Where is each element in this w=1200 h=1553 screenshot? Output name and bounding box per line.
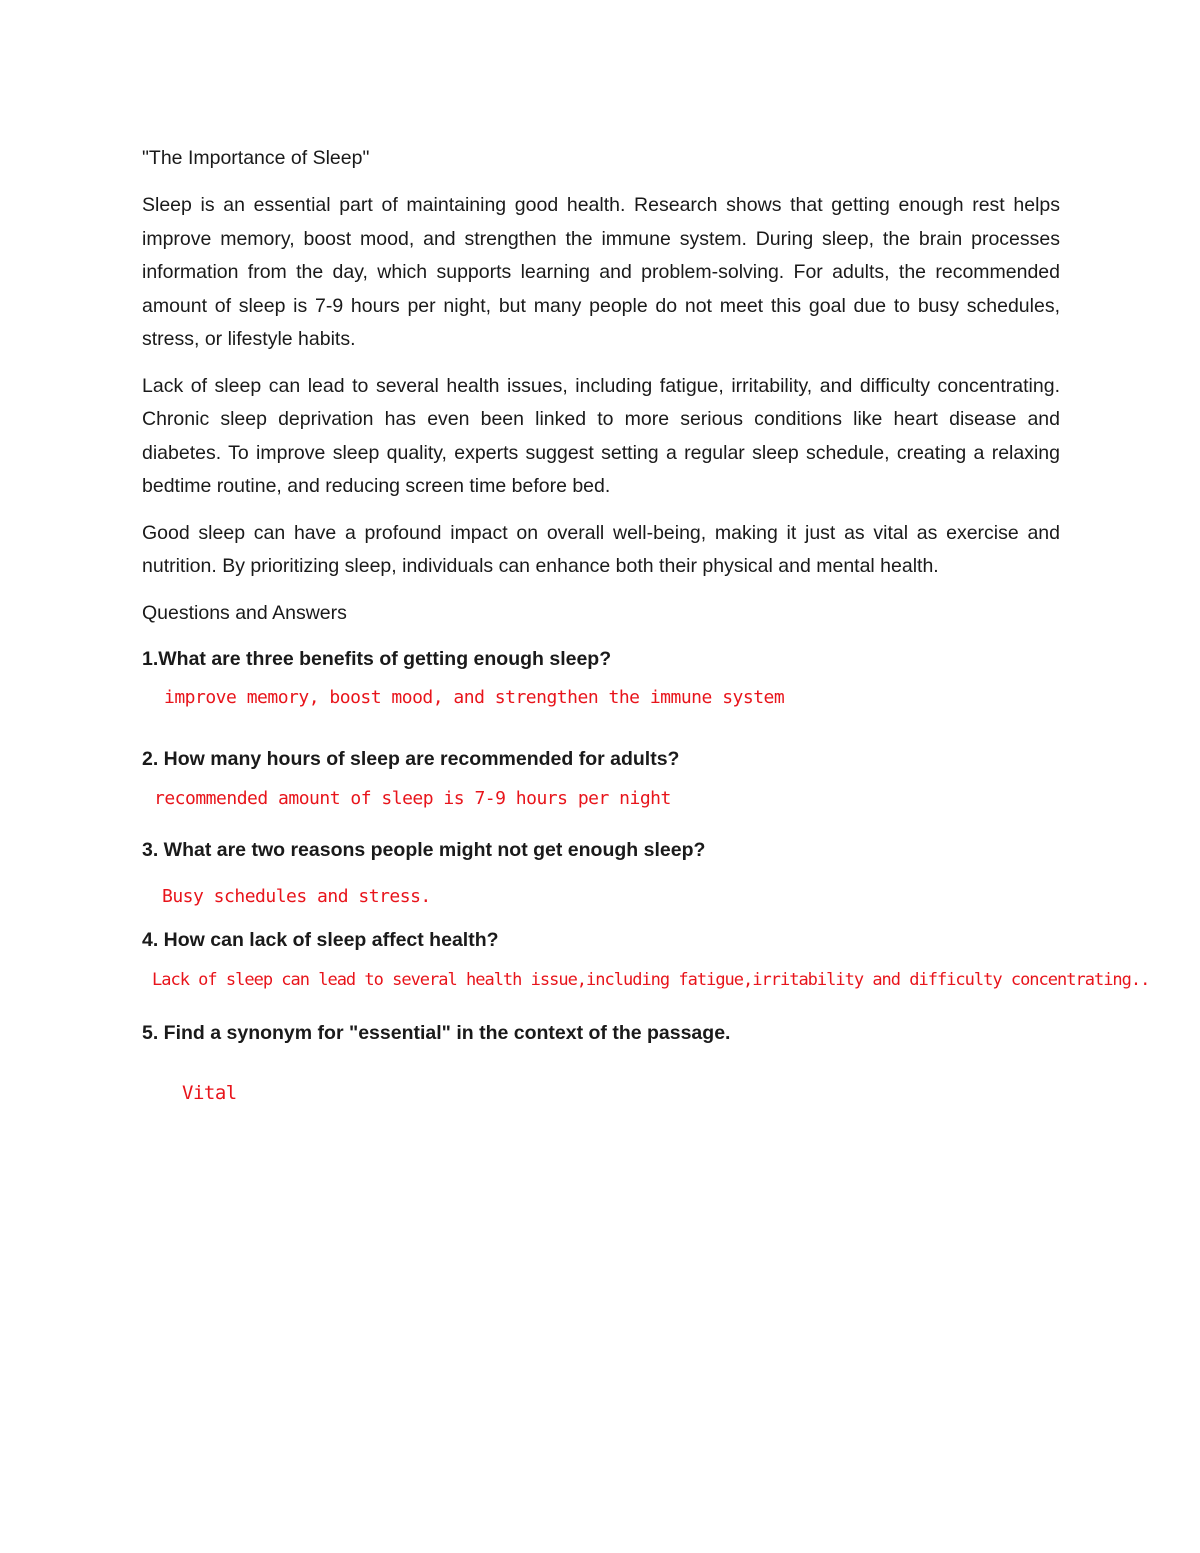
qa-heading: Questions and Answers bbox=[142, 601, 347, 624]
qa-item-3 bbox=[142, 835, 1060, 912]
paragraph-3: Good sleep can have a profound impact on overall well-being, making it just as vital as exercise and nutrition. By prioritizing sleep, individuals can enhance both their physical and mental health. bbox=[142, 521, 1060, 577]
answer-2-handwritten: recommended amount of sleep is 7-9 hours per night bbox=[154, 787, 671, 809]
qa-item-2 bbox=[142, 744, 1060, 814]
answer-1-handwritten: improve memory, boost mood, and strengthen the immune system bbox=[164, 686, 785, 708]
document-body bbox=[142, 142, 1150, 1108]
qa-item-4 bbox=[142, 925, 1150, 995]
question-2: 2. How many hours of sleep are recommended for adults? bbox=[142, 747, 680, 770]
question-1: 1.What are three benefits of getting enough sleep? bbox=[142, 647, 612, 670]
paragraph-1: Sleep is an essential part of maintaining good health. Research shows that getting enough rest helps improve memory, boost mood, and strengthen the immune system. During sleep, the brain processes information from the day, which supports learning and problem-solving. For adults, the recommended amount of sleep is 7-9 hours per night, but many people do not meet this goal due to busy schedules, stress, or lifestyle habits. bbox=[142, 194, 1060, 350]
answer-4-handwritten: Lack of sleep can lead to several health issue,including fatigue,irritability and difficulty concentrating.. bbox=[152, 969, 1150, 990]
question-3: 3. What are two reasons people might not get enough sleep? bbox=[142, 838, 706, 861]
answer-5-handwritten: Vital bbox=[182, 1081, 237, 1104]
qa-item-5 bbox=[142, 1018, 1060, 1108]
question-5: 5. Find a synonym for "essential" in the context of the passage. bbox=[142, 1021, 731, 1044]
answer-3-handwritten: Busy schedules and stress. bbox=[162, 885, 431, 907]
paragraph-2: Lack of sleep can lead to several health issues, including fatigue, irritability, and difficulty concentrating. Chronic sleep deprivation has even been linked to more serious conditions like heart disease and diabetes. To improve sleep quality, experts suggest setting a regular sleep schedule, creating a relaxing bedtime routine, and reducing screen time before bed. bbox=[142, 374, 1060, 497]
qa-item-1 bbox=[142, 644, 1060, 713]
question-4: 4. How can lack of sleep affect health? bbox=[142, 928, 499, 951]
document-title: "The Importance of Sleep" bbox=[142, 147, 370, 169]
